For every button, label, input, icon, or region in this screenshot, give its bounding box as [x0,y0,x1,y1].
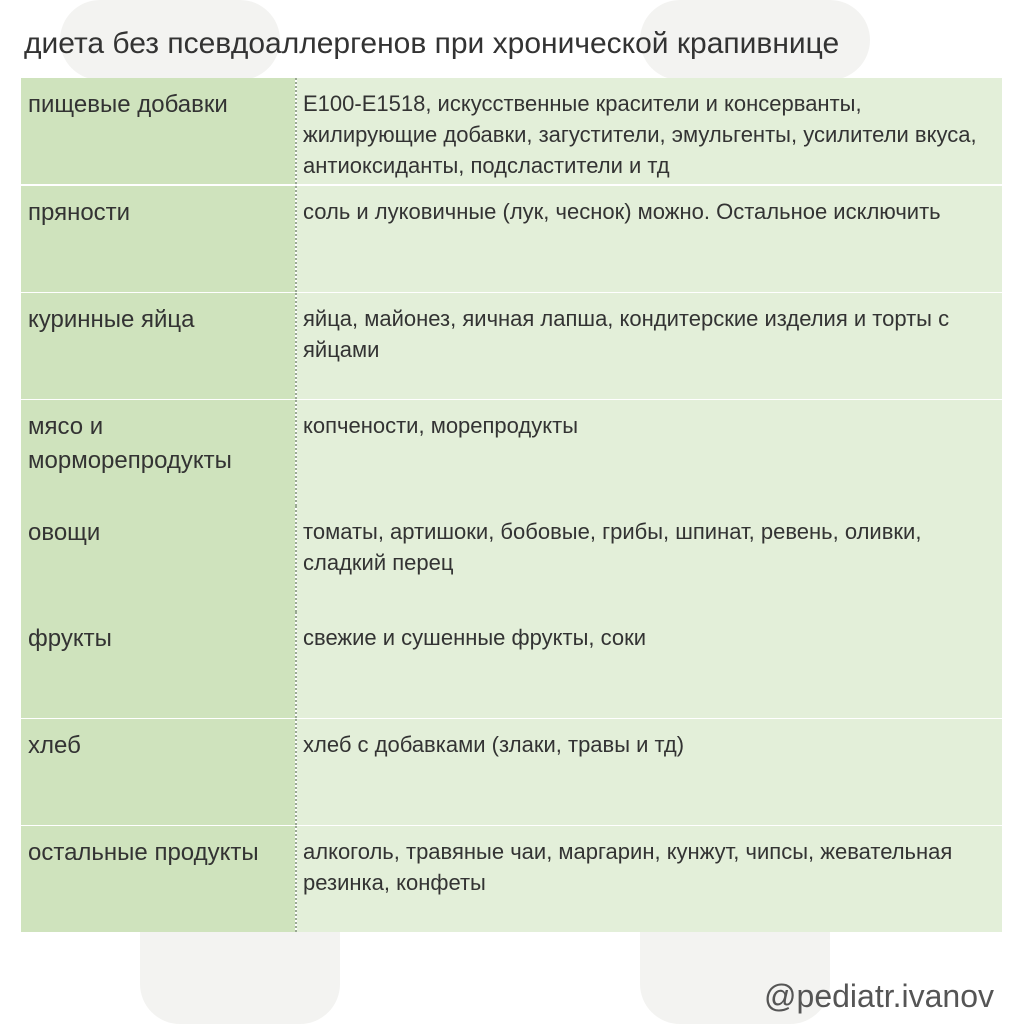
category-cell: фрукты [21,612,295,718]
table-row [21,826,1002,932]
background-shape [140,930,340,1024]
table-row [21,719,1002,825]
category-cell: куринные яйца [21,293,295,399]
category-cell: остальные продукты [21,826,295,932]
items-cell: томаты, артишоки, бобовые, грибы, шпинат, ревень, оливки, сладкий перец [297,506,1002,612]
table-row [21,78,1002,184]
items-cell: соль и луковичные (лук, чеснок) можно. Остальное исключить [297,186,1002,292]
category-cell: овощи [21,506,295,612]
items-cell: свежие и сушенные фрукты, соки [297,612,1002,718]
page-title: диета без псевдоаллергенов при хронической крапивнице [24,27,840,60]
items-cell: хлеб с добавками (злаки, травы и тд) [297,719,1002,825]
category-cell: пищевые добавки [21,78,295,184]
items-cell: яйца, майонез, яичная лапша, кондитерские изделия и торты с яйцами [297,293,1002,399]
table-row [21,400,1002,506]
diet-table [21,78,1002,932]
author-watermark: @pediatr.ivanov [764,978,994,1014]
items-cell: Е100-Е1518, искусственные красители и консерванты, жилирующие добавки, загустители, эмульгенты, усилители вкуса, антиоксиданты, подсластители и тд [297,78,1002,184]
items-cell: алкоголь, травяные чаи, маргарин, кунжут, чипсы, жевательная резинка, конфеты [297,826,1002,932]
items-cell: копчености, морепродукты [297,400,1002,506]
table-row [21,186,1002,292]
table-row [21,293,1002,399]
category-cell: пряности [21,186,295,292]
table-row [21,612,1002,718]
category-cell: хлеб [21,719,295,825]
table-row [21,506,1002,612]
category-cell: мясо и морморепродукты [21,400,295,506]
